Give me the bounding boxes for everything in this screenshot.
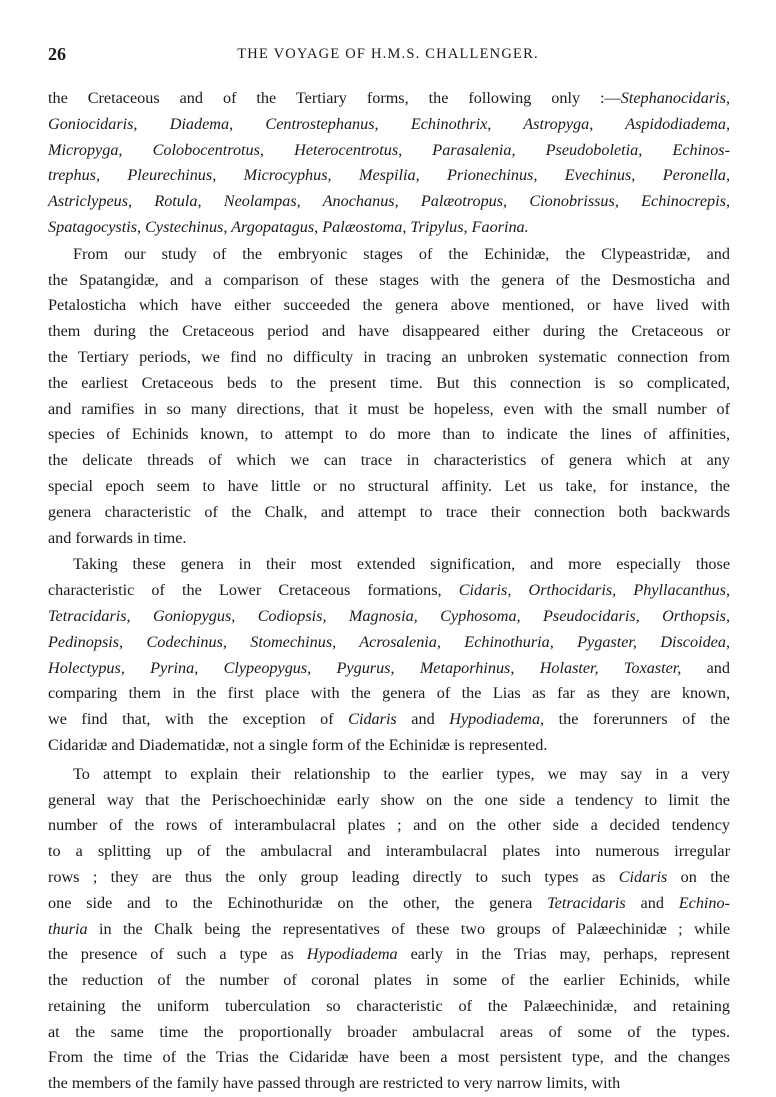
italic-text: Cidaris	[618, 867, 668, 886]
text-line	[48, 1071, 730, 1097]
text-run: in the Chalk being the representatives of these two groups of Palæechinidæ ; while	[87, 919, 730, 938]
text-run: To attempt to explain their relationship to the earlier types, we may say in a very	[73, 764, 730, 783]
text-line	[48, 865, 730, 891]
text-line	[48, 733, 730, 759]
body-text	[48, 86, 730, 1097]
italic-text: Cidaris, Orthocidaris, Phyllacanthus,	[458, 581, 730, 600]
italic-text: Holectypus, Pyrina, Clypeopygus, Pygurus, Metaporhinus, Holaster, Toxaster,	[48, 658, 682, 677]
text-line	[48, 994, 730, 1020]
text-line	[48, 242, 730, 268]
italic-text: Micropyga, Colobocentrotus, Heterocentrotus, Parasalenia, Pseudoboletia, Echinos-	[48, 140, 730, 159]
text-run: special epoch seem to have little or no structural affinity. Let us take, for instance, the	[48, 476, 730, 495]
text-run: the Spatangidæ, and a comparison of these stages with the genera of the Desmosticha and	[48, 270, 730, 289]
italic-text: Echino-	[678, 893, 730, 912]
text-line	[48, 345, 730, 371]
text-run: retaining the uniform tuberculation so characteristic of the Palæechinidæ, and retaining	[48, 996, 730, 1015]
text-run: general way that the Perischoechinidæ early show on the one side a tendency to limit the	[48, 790, 730, 809]
italic-text: Astriclypeus, Rotula, Neolampas, Anochanus, Palæotropus, Cionobrissus, Echinocrepis,	[48, 192, 730, 211]
text-line	[48, 839, 730, 865]
italic-text: trephus, Pleurechinus, Microcyphus, Mespilia, Prionechinus, Evechinus, Peronella,	[48, 166, 730, 185]
text-line	[48, 681, 730, 707]
italic-text: Goniocidaris, Diadema, Centrostephanus, Echinothrix, Astropyga, Aspidodiadema,	[48, 114, 730, 133]
text-run: the presence of such a type as	[48, 945, 307, 964]
text-run: species of Echinids known, to attempt to do more than to indicate the lines of affinities,	[48, 425, 730, 444]
running-title: THE VOYAGE OF H.M.S. CHALLENGER.	[237, 46, 539, 62]
text-line	[48, 630, 730, 656]
text-line	[48, 604, 730, 630]
paragraph	[48, 552, 730, 758]
text-run: on the	[667, 867, 730, 886]
paragraph	[48, 86, 730, 241]
text-run: genera characteristic of the Chalk, and attempt to trace their connection both backwards	[48, 502, 730, 521]
text-line	[48, 578, 730, 604]
text-run: the reduction of the number of coronal plates in some of the earlier Echinids, while	[48, 971, 730, 990]
text-line	[48, 163, 730, 189]
text-line	[48, 422, 730, 448]
text-line	[48, 215, 730, 241]
text-line	[48, 474, 730, 500]
text-line	[48, 189, 730, 215]
paragraph	[48, 762, 730, 1097]
italic-text: Tetracidaris, Goniopygus, Codiopsis, Magnosia, Cyphosoma, Pseudocidaris, Orthopsis,	[48, 606, 730, 625]
text-run: the members of the family have passed through are restricted to very narrow limits, with	[48, 1074, 621, 1093]
text-line	[48, 1045, 730, 1071]
text-line	[48, 788, 730, 814]
text-run: and forwards in time.	[48, 528, 187, 547]
text-line	[48, 942, 730, 968]
text-line	[48, 371, 730, 397]
text-line	[48, 656, 730, 682]
text-run: the Cretaceous and of the Tertiary forms, the following only :—	[48, 89, 621, 107]
text-run: rows ; they are thus the only group leading directly to such types as	[48, 867, 619, 886]
text-run: early in the Trias may, perhaps, represent	[397, 945, 730, 964]
text-line	[48, 86, 730, 112]
text-run: the Tertiary periods, we find no difficulty in tracing an unbroken systematic connection from	[48, 347, 730, 366]
text-line	[48, 891, 730, 917]
text-run: characteristic of the Lower Cretaceous formations,	[48, 581, 459, 600]
text-line	[48, 397, 730, 423]
text-run: comparing them in the first place with the genera of the Lias as far as they are known,	[48, 684, 730, 703]
text-line	[48, 917, 730, 943]
text-run: the forerunners of the	[544, 710, 730, 729]
text-run: From our study of the embryonic stages of the Echinidæ, the Clypeastridæ, and	[73, 244, 730, 263]
text-run: and	[625, 893, 679, 912]
italic-text: thuria	[48, 919, 88, 938]
page-header	[48, 44, 728, 68]
italic-text: Cidaris	[348, 710, 397, 729]
text-line	[48, 319, 730, 345]
italic-text: Hypodiadema,	[449, 710, 545, 729]
text-line	[48, 448, 730, 474]
text-run: the delicate threads of which we can trace in characteristics of genera which at any	[48, 451, 730, 470]
text-run: at the same time the proportionally broader ambulacral areas of some of the types.	[48, 1022, 730, 1041]
text-run: one side and to the Echinothuridæ on the other, the genera	[48, 893, 548, 912]
text-line	[48, 813, 730, 839]
text-line	[48, 138, 730, 164]
text-run: Cidaridæ and Diadematidæ, not a single form of the Echinidæ is represented.	[48, 735, 548, 754]
text-run: to a splitting up of the ambulacral and interambulacral plates into numerous irregular	[48, 842, 730, 861]
text-line	[48, 500, 730, 526]
text-line	[48, 293, 730, 319]
text-line	[48, 268, 730, 294]
text-run: we find that, with the exception of	[48, 710, 349, 729]
italic-text: Spatagocystis, Cystechinus, Argopatagus, Palæostoma, Tripylus, Faorina.	[48, 217, 529, 236]
text-run: them during the Cretaceous period and have disappeared either during the Cretaceous or	[48, 322, 730, 341]
text-run: the earliest Cretaceous beds to the present time. But this connection is so complicated,	[48, 373, 730, 392]
text-line	[48, 112, 730, 138]
text-line	[48, 552, 730, 578]
italic-text: Stephanocidaris,	[620, 89, 730, 107]
italic-text: Pedinopsis, Codechinus, Stomechinus, Acrosalenia, Echinothuria, Pygaster, Discoidea,	[48, 632, 730, 651]
text-line	[48, 1020, 730, 1046]
text-run: From the time of the Trias the Cidaridæ have been a most persistent type, and the changes	[48, 1048, 730, 1067]
text-run: Taking these genera in their most extended signification, and more especially those	[73, 555, 730, 574]
text-run: and	[681, 658, 730, 677]
text-run: and	[396, 710, 450, 729]
text-run: and ramifies in so many directions, that it must be hopeless, even with the small number of	[48, 399, 730, 418]
text-run: Petalosticha which have either succeeded the genera above mentioned, or have lived with	[48, 296, 730, 315]
text-line	[48, 762, 730, 788]
text-line	[48, 707, 730, 733]
page-number: 26	[48, 44, 66, 64]
text-run: number of the rows of interambulacral plates ; and on the other side a decided tendency	[48, 816, 730, 835]
text-line	[48, 526, 730, 552]
text-line	[48, 968, 730, 994]
paragraph	[48, 242, 730, 552]
italic-text: Hypodiadema	[306, 945, 398, 964]
italic-text: Tetracidaris	[547, 893, 626, 912]
